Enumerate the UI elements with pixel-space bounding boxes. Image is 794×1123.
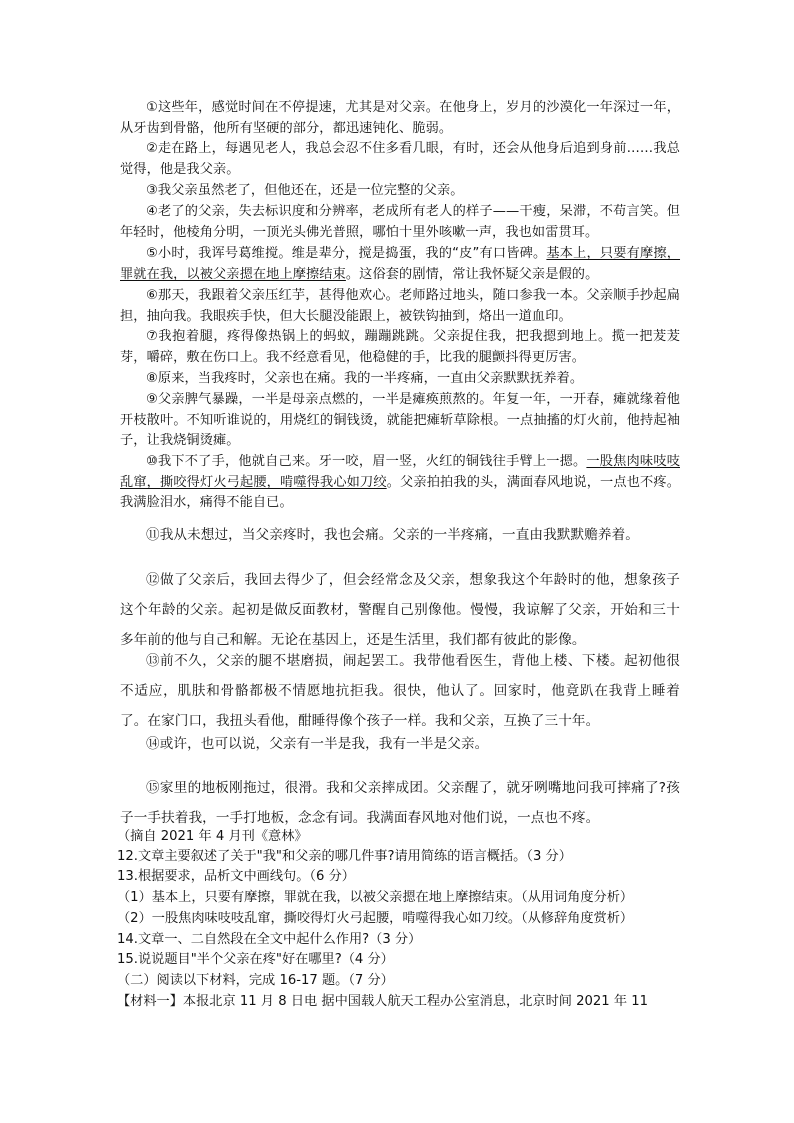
paragraph-11: ⑪我从未想过，当父亲疼时，我也会痛。父亲的一半疼痛，一直由我默默赡养着。 <box>146 527 639 543</box>
paragraph-14: ⑭或许，也可以说，父亲有一半是我，我有一半是父亲。 <box>146 736 489 752</box>
underlined-sentence-2: 一股焦肉味吱吱乱窜，撕咬得灯火弓起腰，啃噬得我心如刀绞 <box>120 454 680 490</box>
paragraph-5-lead: ⑤小时，我诨号葛维搅。维是辈分，搅是捣蛋，我的“皮”有口皆碑。 <box>146 246 547 261</box>
paragraph-4: ④老了的父亲，失去标识度和分辨率，老成所有老人的样子——干瘦，呆滞，不苟言笑。但年轻时，他棱角分明，一顶光头佛光普照，哪怕十里外咳嗽一声，我也如雷贯耳。 <box>120 204 680 240</box>
paragraph-9: ⑨父亲脾气暴躁，一半是母亲点燃的，一半是瘫痪煎熬的。年复一年，一开春，瘫就缘着他开枝散叶。不知听谁说的，用烧红的铜钱烫，就能把瘫斩草除根。一点抽搐的灯火前，他持起袖子，让我烧铜烫瘫。 <box>120 392 680 449</box>
paragraph-15: ⑮家里的地板刚拖过，很滑。我和父亲摔成团。父亲醒了，就牙咧嘴地问我可摔痛了?孩子一手扶着我，一手打地板，念念有词。我满面春风地对他们说，一点也不疼。 <box>120 780 680 826</box>
paragraph-10-lead: ⑩我下不了手，他就自己来。牙一咬，眉一竖，火红的铜钱往手臂上一摁。 <box>146 454 587 469</box>
paragraph-7: ⑦我抱着腿，疼得像热锅上的蚂蚁，蹦蹦跳跳。父亲捉住我，把我摁到地上。揽一把茇茇芽，嚼碎，敷在伤口上。我不经意看见，他稳健的手，比我的腿颤抖得更厉害。 <box>120 329 680 365</box>
paragraph-2: ②走在路上，每遇见老人，我总会忍不住多看几眼，有时，还会从他身后追到身前……我总觉得，他是我父亲。 <box>120 141 680 177</box>
paragraph-5-tail: 。这俗套的剧情，常让我怀疑父亲是假的。 <box>345 266 599 282</box>
article-source: （摘自 2021 年 4 月刊《意林》 <box>117 829 308 844</box>
paragraph-12: ⑫做了父亲后，我回去得少了，但会经常念及父亲，想象我这个年龄时的他，想象孩子这个年龄的父亲。起初是做反面教材，警醒自己别像他。慢慢，我谅解了父亲，开始和三十多年前的他与自己和解。无论在基因上，还是生活里，我们都有彼此的影像。 <box>120 572 680 648</box>
paragraph-3: ③我父亲虽然老了，但他还在，还是一位完整的父亲。 <box>146 183 464 198</box>
section-2-heading: （二）阅读以下材料，完成 16-17 题。（7 分） <box>117 973 394 988</box>
question-13-part-2: （2）一股焦肉味吱吱乱窜，撕咬得灯火弓起腰，啃噬得我心如刀绞。（从修辞角度赏析） <box>117 911 634 926</box>
paragraph-10 <box>120 452 680 514</box>
question-15: 15.说说题目"半个父亲在疼"好在哪里?（4 分） <box>117 952 394 967</box>
paragraph-1: ①这些年，感觉时间在不停提速，尤其是对父亲。在他身上，岁月的沙漠化一年深过一年，从牙齿到骨骼，他所有坚硬的部分，都迅速钝化、脆弱。 <box>120 100 680 136</box>
question-12: 12.文章主要叙述了关于"我"和父亲的哪几件事?请用简练的语言概括。（3 分） <box>117 849 572 864</box>
paragraph-8: ⑧原来，当我疼时，父亲也在痛。我的一半疼痛，一直由父亲默默抚养着。 <box>146 371 584 386</box>
material-1: 【材料一】本报北京 11 月 8 日电 据中国载人航天工程办公室消息，北京时间 2021 年 11 <box>117 994 649 1009</box>
question-13: 13.根据要求，品析文中画线句。（6 分） <box>117 869 355 884</box>
paragraph-6: ⑥那天，我跟着父亲压红芋，甚得他欢心。老师路过地头，随口参我一本。父亲顺手抄起扁担，抽向我。我眼疾手快，但大长腿没能跟上，被铁钩抽到，烙出一道血印。 <box>120 288 680 324</box>
paragraph-10-tail: 。父亲拍拍我的头，满面春风地说，一点也不疼。我满脸泪水，痛得不能自已。 <box>120 474 680 511</box>
question-13-part-1: （1）基本上，只要有摩擦，罪就在我，以被父亲摁在地上摩擦结束。（从用词角度分析） <box>117 890 634 905</box>
question-14: 14.文章一、二自然段在全文中起什么作用?（3 分） <box>117 932 422 947</box>
paragraph-13: ⑬前不久，父亲的腿不堪磨损，闹起罢工。我带他看医生，背他上楼、下楼。起初他很不适应，肌肤和骨骼都极不情愿地抗拒我。很快，他认了。回家时，他竟趴在我背上睡着了。在家门口，我扭头看他，酣睡得像个孩子一样。我和父亲，互换了三十年。 <box>120 653 680 729</box>
underlined-sentence-1: 基本上，只要有摩擦，罪就在我，以被父亲摁在地上摩擦结束 <box>120 246 681 282</box>
paragraph-5 <box>120 244 680 285</box>
